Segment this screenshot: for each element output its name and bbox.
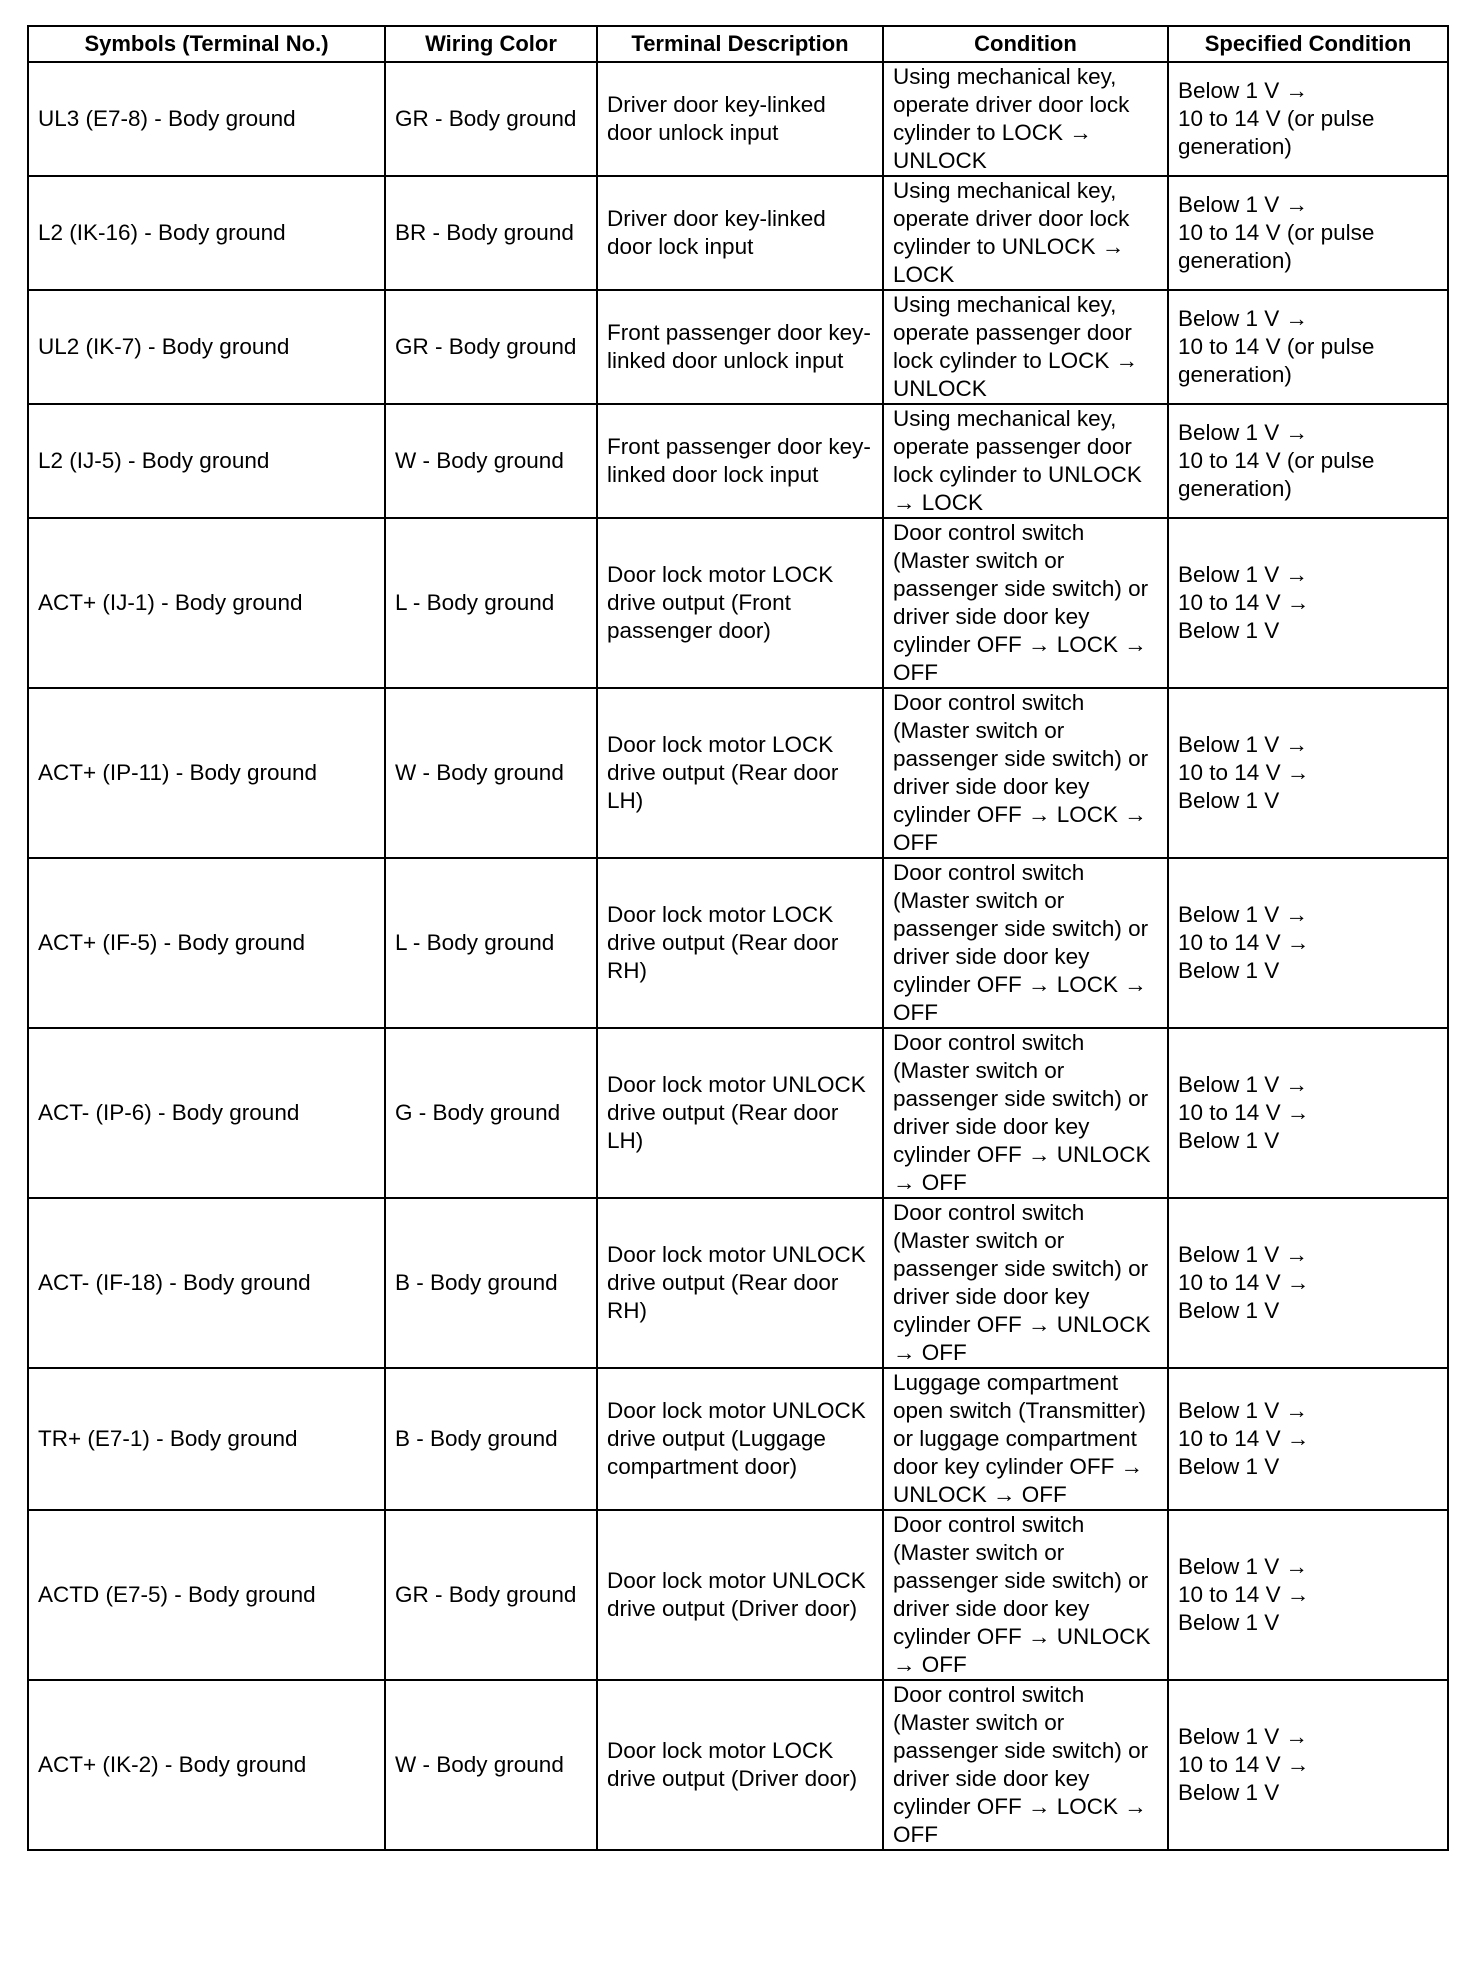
- cell-specified-condition: [1168, 1680, 1448, 1850]
- cell-condition-text: Door control switch (Master switch or passenger side switch) or driver side door key cylinder OFF → UNLOCK → OFF: [893, 1512, 1151, 1677]
- table-row: [28, 404, 1448, 518]
- cell-symbol: [28, 688, 385, 858]
- cell-condition-text: Door control switch (Master switch or passenger side switch) or driver side door key cylinder OFF → UNLOCK → OFF: [893, 1030, 1151, 1195]
- cell-specified-condition-text: Below 1 V → 10 to 14 V → Below 1 V: [1178, 1072, 1310, 1153]
- cell-specified-condition-text: Below 1 V → 10 to 14 V → Below 1 V: [1178, 1554, 1310, 1635]
- cell-symbol-text: ACT- (IP-6) - Body ground: [38, 1100, 300, 1125]
- cell-specified-condition-text: Below 1 V → 10 to 14 V → Below 1 V: [1178, 732, 1310, 813]
- cell-condition-text: Luggage compartment open switch (Transmitter) or luggage compartment door key cylinder OFF → UNLOCK → OFF: [893, 1370, 1146, 1507]
- cell-terminal-description: [597, 290, 883, 404]
- cell-specified-condition: [1168, 1510, 1448, 1680]
- cell-wiring-color-text: GR - Body ground: [395, 106, 577, 131]
- cell-specified-condition-text: Below 1 V → 10 to 14 V (or pulse generation): [1178, 420, 1375, 501]
- cell-specified-condition-text: Below 1 V → 10 to 14 V → Below 1 V: [1178, 1242, 1310, 1323]
- header-wiring-color: Wiring Color: [385, 26, 597, 62]
- cell-terminal-description: [597, 518, 883, 688]
- table-body: [28, 62, 1448, 1850]
- cell-symbol-text: UL2 (IK-7) - Body ground: [38, 334, 290, 359]
- cell-wiring-color: [385, 1680, 597, 1850]
- cell-symbol: [28, 62, 385, 176]
- cell-condition: [883, 176, 1168, 290]
- cell-wiring-color: [385, 290, 597, 404]
- cell-wiring-color: [385, 1028, 597, 1198]
- cell-condition: [883, 858, 1168, 1028]
- cell-condition-text: Door control switch (Master switch or passenger side switch) or driver side door key cylinder OFF → UNLOCK → OFF: [893, 1200, 1151, 1365]
- cell-symbol: [28, 290, 385, 404]
- cell-terminal-description-text: Door lock motor LOCK drive output (Rear door RH): [607, 902, 839, 983]
- cell-symbol-text: ACT+ (IK-2) - Body ground: [38, 1752, 307, 1777]
- cell-wiring-color-text: G - Body ground: [395, 1100, 561, 1125]
- cell-wiring-color: [385, 404, 597, 518]
- cell-condition: [883, 688, 1168, 858]
- cell-terminal-description-text: Door lock motor UNLOCK drive output (Rear door RH): [607, 1242, 866, 1323]
- cell-wiring-color-text: W - Body ground: [395, 760, 564, 785]
- header-terminal-description: Terminal Description: [597, 26, 883, 62]
- cell-condition-text: Using mechanical key, operate driver door lock cylinder to UNLOCK → LOCK: [893, 178, 1130, 287]
- table-row: [28, 858, 1448, 1028]
- cell-condition: [883, 404, 1168, 518]
- table-row: [28, 62, 1448, 176]
- cell-terminal-description-text: Door lock motor UNLOCK drive output (Luggage compartment door): [607, 1398, 866, 1479]
- terminal-spec-table: [27, 25, 1449, 1851]
- cell-condition-text: Using mechanical key, operate passenger door lock cylinder to UNLOCK → LOCK: [893, 406, 1142, 515]
- cell-wiring-color-text: W - Body ground: [395, 448, 564, 473]
- table-row: [28, 1680, 1448, 1850]
- cell-specified-condition: [1168, 404, 1448, 518]
- cell-symbol-text: ACT+ (IP-11) - Body ground: [38, 760, 318, 785]
- cell-symbol: [28, 1510, 385, 1680]
- table-header-row: [28, 26, 1448, 62]
- cell-terminal-description: [597, 62, 883, 176]
- cell-condition: [883, 290, 1168, 404]
- cell-symbol: [28, 1028, 385, 1198]
- cell-symbol-text: L2 (IJ-5) - Body ground: [38, 448, 270, 473]
- cell-symbol: [28, 1680, 385, 1850]
- table-row: [28, 1368, 1448, 1510]
- cell-terminal-description-text: Front passenger door key- linked door lock input: [607, 434, 871, 487]
- cell-specified-condition: [1168, 290, 1448, 404]
- cell-condition: [883, 1198, 1168, 1368]
- cell-symbol: [28, 1198, 385, 1368]
- table-row: [28, 518, 1448, 688]
- cell-terminal-description-text: Door lock motor LOCK drive output (Driver door): [607, 1738, 858, 1791]
- cell-symbol-text: UL3 (E7-8) - Body ground: [38, 106, 296, 131]
- cell-specified-condition-text: Below 1 V → 10 to 14 V → Below 1 V: [1178, 1398, 1310, 1479]
- cell-symbol-text: ACT- (IF-18) - Body ground: [38, 1270, 311, 1295]
- cell-wiring-color: [385, 1368, 597, 1510]
- cell-terminal-description: [597, 1368, 883, 1510]
- cell-symbol: [28, 518, 385, 688]
- cell-wiring-color: [385, 518, 597, 688]
- cell-condition-text: Door control switch (Master switch or passenger side switch) or driver side door key cylinder OFF → LOCK → OFF: [893, 1682, 1149, 1847]
- cell-terminal-description-text: Driver door key-linked door lock input: [607, 206, 826, 259]
- cell-terminal-description: [597, 688, 883, 858]
- cell-specified-condition-text: Below 1 V → 10 to 14 V (or pulse generation): [1178, 78, 1375, 159]
- cell-wiring-color: [385, 688, 597, 858]
- cell-symbol-text: TR+ (E7-1) - Body ground: [38, 1426, 298, 1451]
- cell-specified-condition: [1168, 518, 1448, 688]
- cell-wiring-color: [385, 176, 597, 290]
- cell-specified-condition: [1168, 1198, 1448, 1368]
- cell-condition-text: Using mechanical key, operate passenger door lock cylinder to LOCK → UNLOCK: [893, 292, 1139, 401]
- cell-symbol: [28, 176, 385, 290]
- cell-condition: [883, 1510, 1168, 1680]
- cell-symbol: [28, 1368, 385, 1510]
- cell-specified-condition-text: Below 1 V → 10 to 14 V → Below 1 V: [1178, 902, 1310, 983]
- cell-wiring-color-text: L - Body ground: [395, 590, 555, 615]
- cell-wiring-color-text: B - Body ground: [395, 1426, 558, 1451]
- cell-wiring-color-text: B - Body ground: [395, 1270, 558, 1295]
- table-row: [28, 1510, 1448, 1680]
- table-row: [28, 176, 1448, 290]
- cell-terminal-description-text: Door lock motor UNLOCK drive output (Driver door): [607, 1568, 866, 1621]
- cell-condition-text: Door control switch (Master switch or passenger side switch) or driver side door key cylinder OFF → LOCK → OFF: [893, 690, 1149, 855]
- cell-specified-condition: [1168, 1028, 1448, 1198]
- cell-specified-condition: [1168, 62, 1448, 176]
- cell-terminal-description: [597, 176, 883, 290]
- table-row: [28, 1028, 1448, 1198]
- cell-wiring-color: [385, 1510, 597, 1680]
- cell-terminal-description: [597, 1510, 883, 1680]
- terminal-spec-sheet: [27, 25, 1447, 1851]
- cell-condition-text: Using mechanical key, operate driver door lock cylinder to LOCK → UNLOCK: [893, 64, 1130, 173]
- table-row: [28, 688, 1448, 858]
- cell-terminal-description-text: Door lock motor LOCK drive output (Rear door LH): [607, 732, 839, 813]
- cell-condition: [883, 1368, 1168, 1510]
- cell-wiring-color-text: L - Body ground: [395, 930, 555, 955]
- header-specified-condition: Specified Condition: [1168, 26, 1448, 62]
- cell-specified-condition: [1168, 176, 1448, 290]
- table-row: [28, 290, 1448, 404]
- cell-symbol-text: L2 (IK-16) - Body ground: [38, 220, 286, 245]
- cell-specified-condition-text: Below 1 V → 10 to 14 V (or pulse generation): [1178, 306, 1375, 387]
- cell-terminal-description-text: Driver door key-linked door unlock input: [607, 92, 826, 145]
- header-symbols: Symbols (Terminal No.): [28, 26, 385, 62]
- cell-specified-condition: [1168, 858, 1448, 1028]
- cell-terminal-description: [597, 1680, 883, 1850]
- cell-wiring-color-text: BR - Body ground: [395, 220, 574, 245]
- cell-terminal-description-text: Front passenger door key- linked door unlock input: [607, 320, 871, 373]
- cell-wiring-color: [385, 858, 597, 1028]
- cell-condition: [883, 62, 1168, 176]
- cell-symbol: [28, 858, 385, 1028]
- cell-terminal-description-text: Door lock motor LOCK drive output (Front passenger door): [607, 562, 834, 643]
- cell-wiring-color-text: W - Body ground: [395, 1752, 564, 1777]
- cell-symbol-text: ACT+ (IF-5) - Body ground: [38, 930, 305, 955]
- cell-condition: [883, 1028, 1168, 1198]
- cell-wiring-color-text: GR - Body ground: [395, 1582, 577, 1607]
- cell-symbol-text: ACT+ (IJ-1) - Body ground: [38, 590, 303, 615]
- cell-condition: [883, 518, 1168, 688]
- cell-wiring-color: [385, 62, 597, 176]
- cell-symbol: [28, 404, 385, 518]
- cell-wiring-color-text: GR - Body ground: [395, 334, 577, 359]
- cell-condition-text: Door control switch (Master switch or passenger side switch) or driver side door key cylinder OFF → LOCK → OFF: [893, 860, 1149, 1025]
- header-condition: Condition: [883, 26, 1168, 62]
- cell-wiring-color: [385, 1198, 597, 1368]
- cell-specified-condition-text: Below 1 V → 10 to 14 V → Below 1 V: [1178, 562, 1310, 643]
- cell-terminal-description-text: Door lock motor UNLOCK drive output (Rear door LH): [607, 1072, 866, 1153]
- cell-condition-text: Door control switch (Master switch or passenger side switch) or driver side door key cylinder OFF → LOCK → OFF: [893, 520, 1149, 685]
- table-row: [28, 1198, 1448, 1368]
- cell-terminal-description: [597, 404, 883, 518]
- cell-specified-condition: [1168, 1368, 1448, 1510]
- cell-condition: [883, 1680, 1168, 1850]
- cell-terminal-description: [597, 858, 883, 1028]
- cell-terminal-description: [597, 1028, 883, 1198]
- cell-symbol-text: ACTD (E7-5) - Body ground: [38, 1582, 316, 1607]
- cell-specified-condition: [1168, 688, 1448, 858]
- cell-specified-condition-text: Below 1 V → 10 to 14 V (or pulse generation): [1178, 192, 1375, 273]
- cell-terminal-description: [597, 1198, 883, 1368]
- cell-specified-condition-text: Below 1 V → 10 to 14 V → Below 1 V: [1178, 1724, 1310, 1805]
